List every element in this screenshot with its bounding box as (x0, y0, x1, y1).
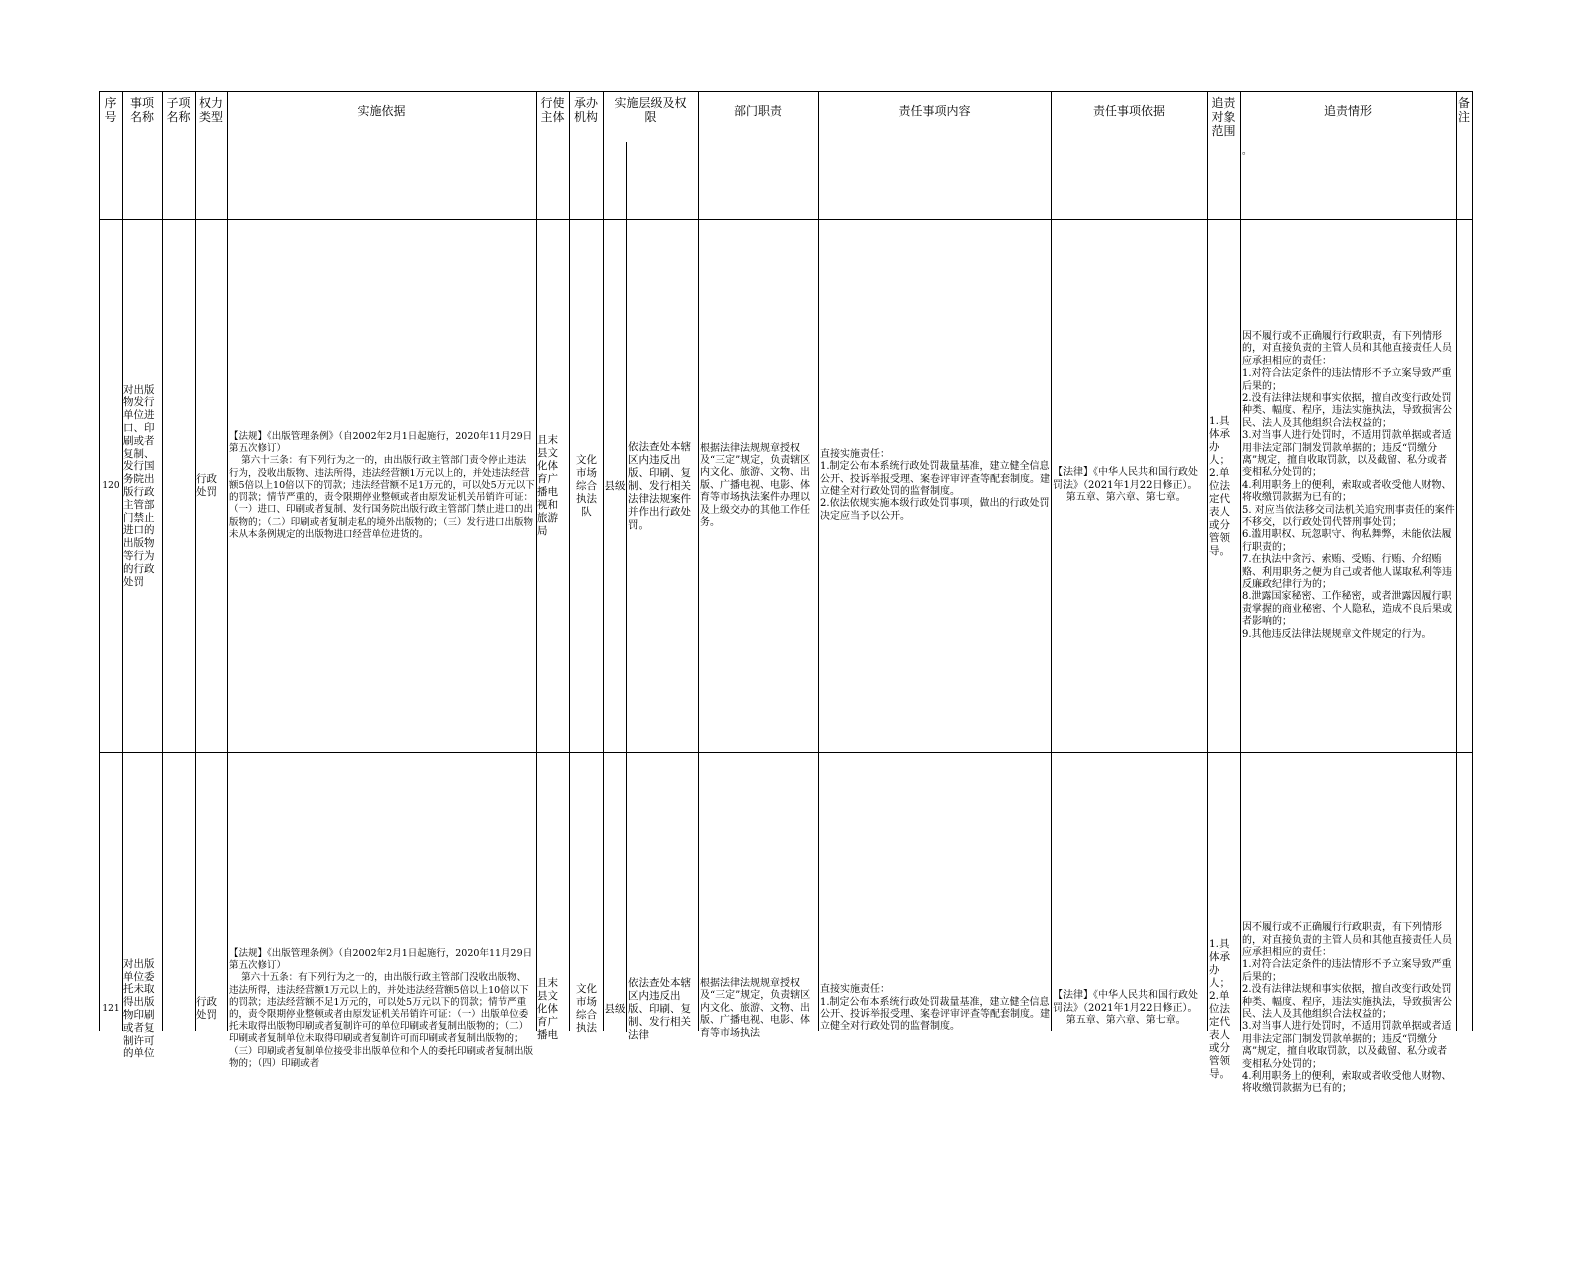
header-basis: 实施依据 (357, 104, 406, 118)
header-account-scope: 追责 对象 范围 (1211, 96, 1236, 138)
header-remark: 备 注 (1457, 96, 1470, 124)
grid-line-top (99, 91, 1473, 92)
grid-col-line (99, 91, 100, 1031)
grid-col-line (1240, 91, 1241, 1031)
row-120-executor: 且末县文化体育广播电视和旅游局 (537, 434, 558, 537)
row-121-executor: 且末县文化体育广播电 (537, 976, 558, 1041)
row-120-remark (1457, 220, 1471, 752)
header-level: 实施层级及权 限 (614, 96, 687, 124)
row-120-power-type: 行政处罚 (196, 473, 217, 498)
grid-col-line (569, 91, 570, 1031)
carry-over-tail: 。 (1242, 146, 1252, 157)
row-121-level: 县级 (604, 1002, 626, 1015)
row-120-resp-basis: 【法律】《中华人民共和国行政处罚法》（2021年1月22日修正）。 第五章、第六章、第七章。 (1053, 467, 1198, 504)
row-121-authority: 依法查处本辖区内违反出版、印刷、复制、发行相关法律 (628, 976, 691, 1041)
grid-col-line (1472, 91, 1473, 1031)
grid-col-line (195, 91, 196, 1031)
row-121-undertaker: 文化市场综合执法 (576, 983, 597, 1034)
header-executor: 行使 主体 (540, 96, 565, 124)
grid-col-line (227, 91, 228, 1031)
row-121-seq: 121 (102, 1003, 120, 1014)
header-undertaker: 承办 机构 (573, 96, 598, 124)
row-120-item-name: 对出版物发行单位进口、印刷或者复制、发行国务院出版行政主管部门禁止进口的出版物等行为的行政处罚 (123, 383, 155, 588)
grid-col-line (818, 91, 819, 1031)
row-120-basis: 【法规】《出版管理条例》（自2002年2月1日起施行，2020年11月29日第五次修订） 第六十三条：有下列行为之一的，由出版行政主管部门责令停止违法行为，没收出版物、违法所得，违法经营额1万元以上的，并处违法经营额5倍以上10倍以下的罚款；违法经营额不足1万元的，可以处5万元以下的罚款；情节严重的，责令限期停业整顿或者由原发证机关吊销许可证： （一）进口、印刷或者复制、发行国务院出版行政主管部门禁止进口的出版物的；（二）印刷或者复制走私的境外出版物的；（三）发行进口出版物未从本条例规定的出版物进口经营单位进货的。 (229, 431, 535, 540)
grid-col-line (122, 91, 123, 1031)
header-dept-duty: 部门职责 (733, 104, 782, 118)
row-120-account-case: 因不履行或不正确履行行政职责，有下列情形的，对直接负责的主管人员和其他直接责任人员应承担相应的责任： 1.对符合法定条件的违法情形不予立案导致严重后果的； 2.没有法律法规和事实依据，擅自改变行政处罚种类、幅度、程序，违法实施执法，导致损害公民、法人及其他组织合法权益的； 3.对当事人进行处罚时，不适用罚款单据或者适用非法定部门制发罚款单据的；违反“罚缴分离”规定，擅自收取罚款，以及截留、私分或者变相私分处罚的； 4.利用职务上的便利，索取或者收受他人财物、将收缴罚款据为已有的； 5. 对应当依法移交司法机关追究刑事责任的案件不移交，以行政处罚代替刑事处罚； 6.滥用职权、玩忽职守、徇私舞弊，未能依法履行职责的； 7.在执法中贪污、索贿、受贿、行贿、介绍贿赂、利用职务之便为自己或者他人谋取私利等违反廉政纪律行为的； 8.泄露国家秘密、工作秘密，或者泄露因履行职责掌握的商业秘密、个人隐私，造成不良后果或者影响的； 9.其他违反法律法规规章文件规定的行为。 (1242, 330, 1455, 640)
grid-col-line (603, 91, 604, 1031)
grid-col-line (1456, 91, 1457, 1031)
row-120-seq: 120 (102, 480, 120, 491)
row-120-undertaker: 文化市场综合执法队 (576, 453, 597, 518)
row-121-power-type: 行政处罚 (196, 996, 217, 1021)
row-120-sub-item (163, 220, 194, 752)
row-121-dept-duty: 根据法律法规规章授权及“三定”规定，负责辖区内文化、旅游、文物、出版、广播电视、电影、体育等市场执法 (700, 977, 811, 1039)
grid-line-row-120 (99, 219, 1473, 220)
grid-col-line-sub (626, 142, 627, 1032)
row-121-basis: 【法规】《出版管理条例》（自2002年2月1日起施行，2020年11月29日第五次修订） 第六十五条：有下列行为之一的，由出版行政主管部门没收出版物、违法所得，违法经营额1万元以上的，并处违法经营额5倍以上10倍以下的罚款；违法经营额不足1万元的，可以处5万元以下的罚款；情节严重的，责令限期停业整顿或者由原发证机关吊销许可证：（一）出版单位委托未取得出版物印刷或者复制许可的单位印刷或者复制出版物的；（二）印刷或者复制单位未取得印刷或者复制许可而印刷或者复制出版物的；（三）印刷或者复制单位接受非出版单位和个人的委托印刷或者复制出版物的；（四）印刷或者 (229, 947, 534, 1069)
header-item-name: 事项 名称 (129, 96, 154, 124)
grid-col-line (162, 91, 163, 1031)
row-120-resp-content: 直接实施责任： 1.制定公布本系统行政处罚裁量基准，建立健全信息公开、投诉举报受理、案卷评审评查等配套制度。建立健全对行政处罚的监督制度。 2.依法依规实施本级行政处罚事项，做出的行政处罚决定应当予以公开。 (820, 448, 1050, 522)
row-121-remark (1457, 753, 1471, 1265)
row-121-resp-basis: 【法律】《中华人民共和国行政处罚法》（2021年1月22日修正）。 第五章、第六章、第七章。 (1053, 990, 1198, 1027)
grid-col-line (1207, 91, 1208, 1031)
row-120-authority: 依法查处本辖区内违反出版、印刷、复制、发行相关法律法规案件并作出行政处罚。 (628, 440, 691, 531)
row-121-sub-item (163, 753, 194, 1265)
row-120-level: 县级 (604, 479, 626, 492)
header-power-type: 权力 类型 (198, 96, 223, 124)
row-120-account-scope: 1.具体承办人； 2.单位法定代表人或分管领导。 (1209, 414, 1230, 557)
grid-line-row-121 (99, 752, 1473, 753)
header-resp-content: 责任事项内容 (898, 104, 971, 118)
row-121-resp-content: 直接实施责任： 1.制定公布本系统行政处罚裁量基准，建立健全信息公开、投诉举报受理、案卷评审评查等配套制度。建立健全对行政处罚的监督制度。 (820, 984, 1050, 1033)
row-121-account-scope: 1.具体承办人； 2.单位法定代表人或分管领导。 (1209, 937, 1230, 1080)
header-account-case: 追责情形 (1323, 104, 1372, 118)
grid-col-line (536, 91, 537, 1031)
header-seq: 序 号 (104, 96, 117, 124)
grid-col-line (698, 91, 699, 1031)
row-121-item-name: 对出版单位委托未取得出版物印刷或者复制许可的单位 (123, 957, 155, 1060)
row-121-account-case: 因不履行或不正确履行行政职责，有下列情形的，对直接负责的主管人员和其他直接责任人员应承担相应的责任： 1.对符合法定条件的违法情形不予立案导致严重后果的； 2.没有法律法规和事实依据，擅自改变行政处罚种类、幅度、程序，违法实施执法，导致损害公民、法人及其他组织合法权益的； 3.对当事人进行处罚时，不适用罚款单据或者适用非法定部门制发罚款单据的；违反“罚缴分离”规定，擅自收取罚款，以及截留、私分或者变相私分处罚的； 4.利用职务上的便利，索取或者收受他人财物、将收缴罚款据为已有的； (1242, 922, 1452, 1095)
header-resp-basis: 责任事项依据 (1092, 104, 1165, 118)
grid-col-line (1051, 91, 1052, 1031)
header-sub-item: 子项 名称 (166, 96, 191, 124)
row-120-dept-duty: 根据法律法规规章授权及“三定”规定，负责辖区内文化、旅游、文物、出版、广播电视、电影、体育等市场执法案件办理以及上级交办的其他工作任务。 (700, 442, 811, 529)
